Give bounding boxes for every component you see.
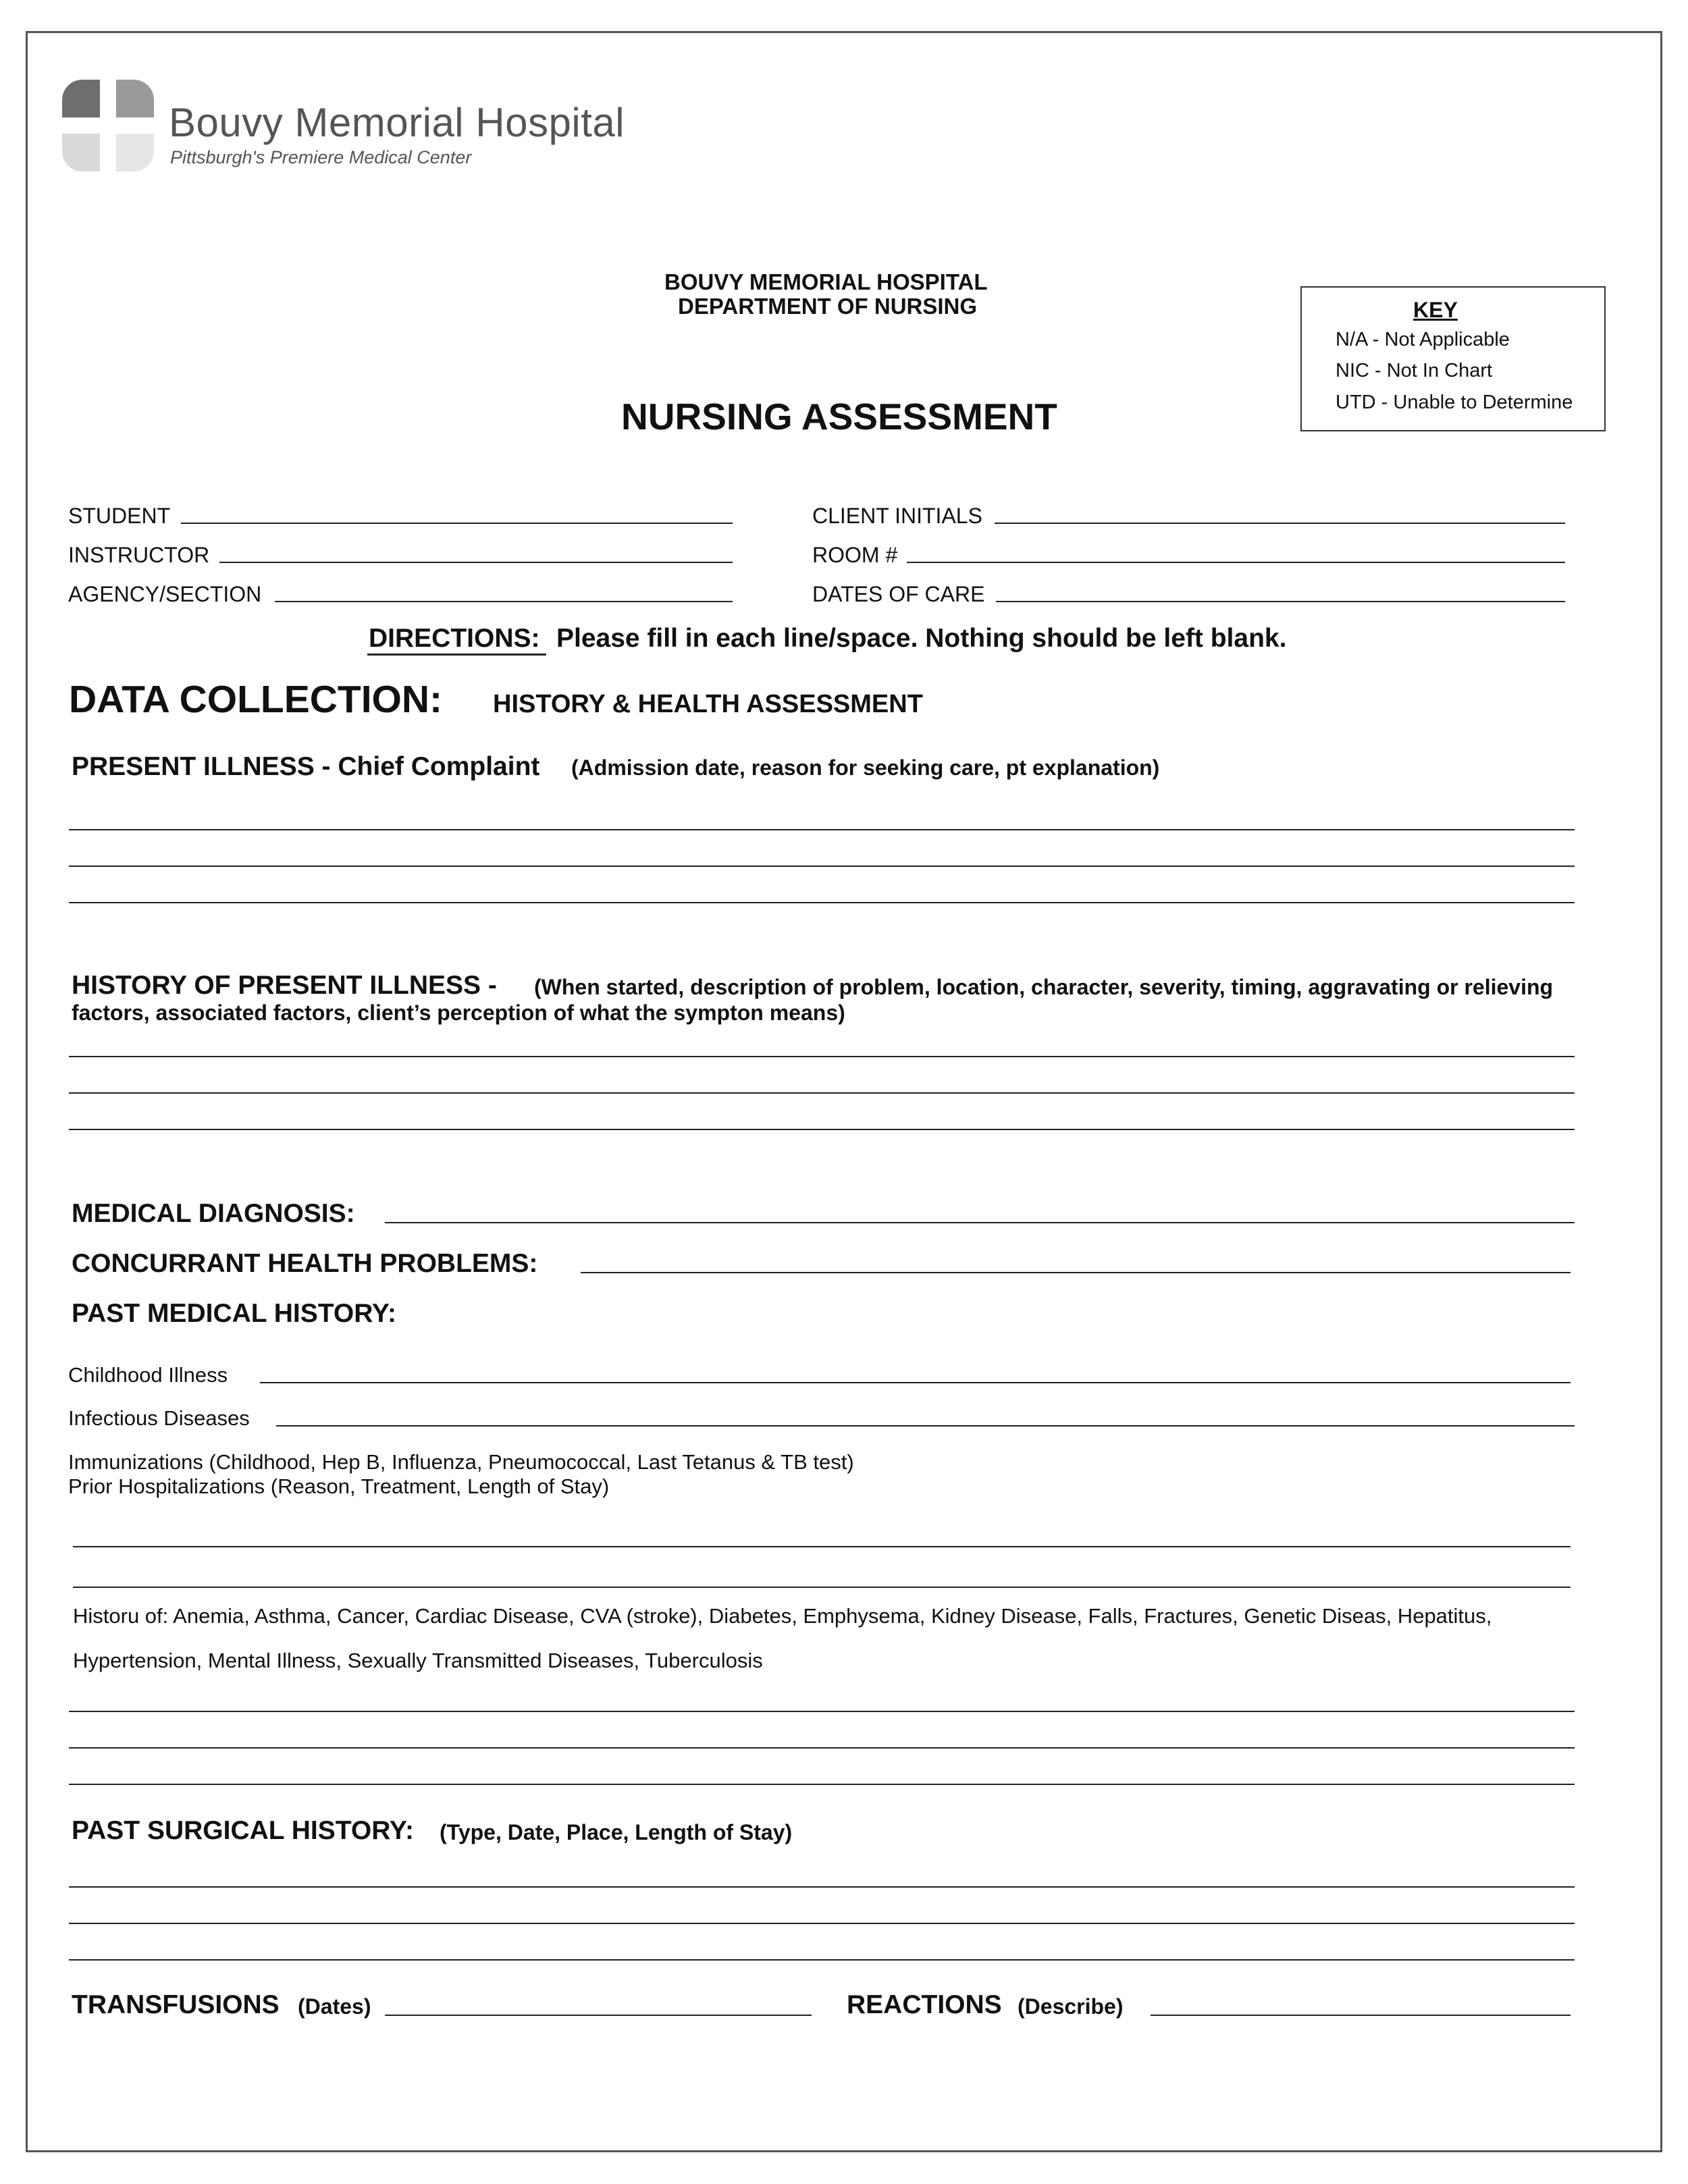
medical-diagnosis-field[interactable] [385, 1222, 1575, 1223]
department-name: DEPARTMENT OF NURSING [678, 294, 978, 319]
transfusions-label: TRANSFUSIONS [72, 1990, 280, 2019]
directions-label: DIRECTIONS: [369, 624, 540, 653]
past-surgical-line-2[interactable] [69, 1923, 1575, 1924]
prior-hospitalizations-line-2[interactable] [73, 1587, 1571, 1588]
present-illness-line-3[interactable] [69, 902, 1575, 903]
present-illness-label: PRESENT ILLNESS - Chief Complaint [72, 752, 540, 781]
history-of-line-2[interactable] [69, 1747, 1575, 1749]
hospital-name: BOUVY MEMORIAL HOSPITAL [664, 269, 988, 294]
present-illness-hint: (Admission date, reason for seeking care, pt explanation) [571, 755, 1160, 780]
logo-name: Bouvy Memorial Hospital [169, 100, 625, 145]
history-of-line-1[interactable] [69, 1711, 1575, 1712]
key-item-utd: UTD - Unable to Determine [1336, 392, 1573, 413]
room-field[interactable] [907, 562, 1565, 563]
prior-hospitalizations-label: Prior Hospitalizations (Reason, Treatment, Length of Stay) [68, 1474, 610, 1498]
room-label: ROOM # [812, 543, 898, 567]
history-of-line-3[interactable] [69, 1784, 1575, 1785]
agency-field[interactable] [275, 601, 733, 602]
reactions-field[interactable] [1151, 2015, 1571, 2016]
dates-of-care-label: DATES OF CARE [812, 582, 985, 606]
present-illness-line-2[interactable] [69, 865, 1575, 867]
history-of-list-2: Hypertension, Mental Illness, Sexually Transmitted Diseases, Tuberculosis [73, 1649, 763, 1672]
reactions-hint: (Describe) [1018, 1994, 1124, 2019]
directions-text: Please fill in each line/space. Nothing should be left blank. [556, 624, 1287, 653]
agency-label: AGENCY/SECTION [68, 582, 262, 606]
prior-hospitalizations-line-1[interactable] [73, 1546, 1571, 1547]
key-title: KEY [1413, 298, 1458, 322]
student-label: STUDENT [68, 504, 171, 528]
past-medical-history-label: PAST MEDICAL HISTORY: [72, 1299, 397, 1328]
present-illness-line-1[interactable] [69, 829, 1575, 830]
student-field[interactable] [181, 523, 733, 524]
history-of-list-1: Historu of: Anemia, Asthma, Cancer, Cardiac Disease, CVA (stroke), Diabetes, Emphysema, Kidney Disease, Falls, Fractures, Genetic Diseas, Hepatitus, [73, 1604, 1492, 1628]
infectious-diseases-field[interactable] [276, 1425, 1575, 1427]
past-surgical-history-label: PAST SURGICAL HISTORY: [72, 1816, 415, 1845]
history-present-illness-label: HISTORY OF PRESENT ILLNESS - [72, 971, 497, 1000]
past-surgical-history-hint: (Type, Date, Place, Length of Stay) [440, 1820, 793, 1844]
transfusions-field[interactable] [385, 2015, 812, 2016]
history-present-illness-line-2[interactable] [69, 1092, 1575, 1094]
reactions-label: REACTIONS [847, 1990, 1002, 2019]
history-present-illness-line-3[interactable] [69, 1129, 1575, 1130]
transfusions-hint: (Dates) [298, 1994, 371, 2019]
hospital-logo-icon [62, 80, 154, 171]
client-initials-label: CLIENT INITIALS [812, 504, 982, 528]
directions-underline [367, 654, 546, 656]
childhood-illness-field[interactable] [260, 1382, 1571, 1383]
dates-of-care-field[interactable] [996, 601, 1565, 602]
instructor-label: INSTRUCTOR [68, 543, 210, 567]
infectious-diseases-label: Infectious Diseases [68, 1406, 250, 1430]
key-item-nic: NIC - Not In Chart [1336, 360, 1493, 381]
client-initials-field[interactable] [995, 523, 1565, 524]
history-present-illness-hint-2: factors, associated factors, client’s perception of what the sympton means) [72, 1001, 845, 1025]
logo-tagline: Pittsburgh's Premiere Medical Center [170, 147, 472, 167]
past-surgical-line-1[interactable] [69, 1886, 1575, 1888]
instructor-field[interactable] [219, 562, 733, 563]
data-collection-title: DATA COLLECTION: [69, 678, 443, 721]
immunizations-label: Immunizations (Childhood, Hep B, Influenza, Pneumococcal, Last Tetanus & TB test) [68, 1450, 854, 1474]
data-collection-subtitle: HISTORY & HEALTH ASSESSMENT [493, 690, 923, 718]
past-surgical-line-3[interactable] [69, 1959, 1575, 1961]
concurrent-problems-label: CONCURRANT HEALTH PROBLEMS: [72, 1249, 538, 1278]
concurrent-problems-field[interactable] [581, 1272, 1571, 1273]
history-present-illness-line-1[interactable] [69, 1056, 1575, 1057]
history-present-illness-hint-1: (When started, description of problem, location, character, severity, timing, aggravating or relieving [534, 975, 1554, 999]
key-item-na: N/A - Not Applicable [1336, 329, 1510, 350]
medical-diagnosis-label: MEDICAL DIAGNOSIS: [72, 1199, 355, 1228]
childhood-illness-label: Childhood Illness [68, 1363, 228, 1387]
page-title: NURSING ASSESSMENT [621, 396, 1057, 437]
